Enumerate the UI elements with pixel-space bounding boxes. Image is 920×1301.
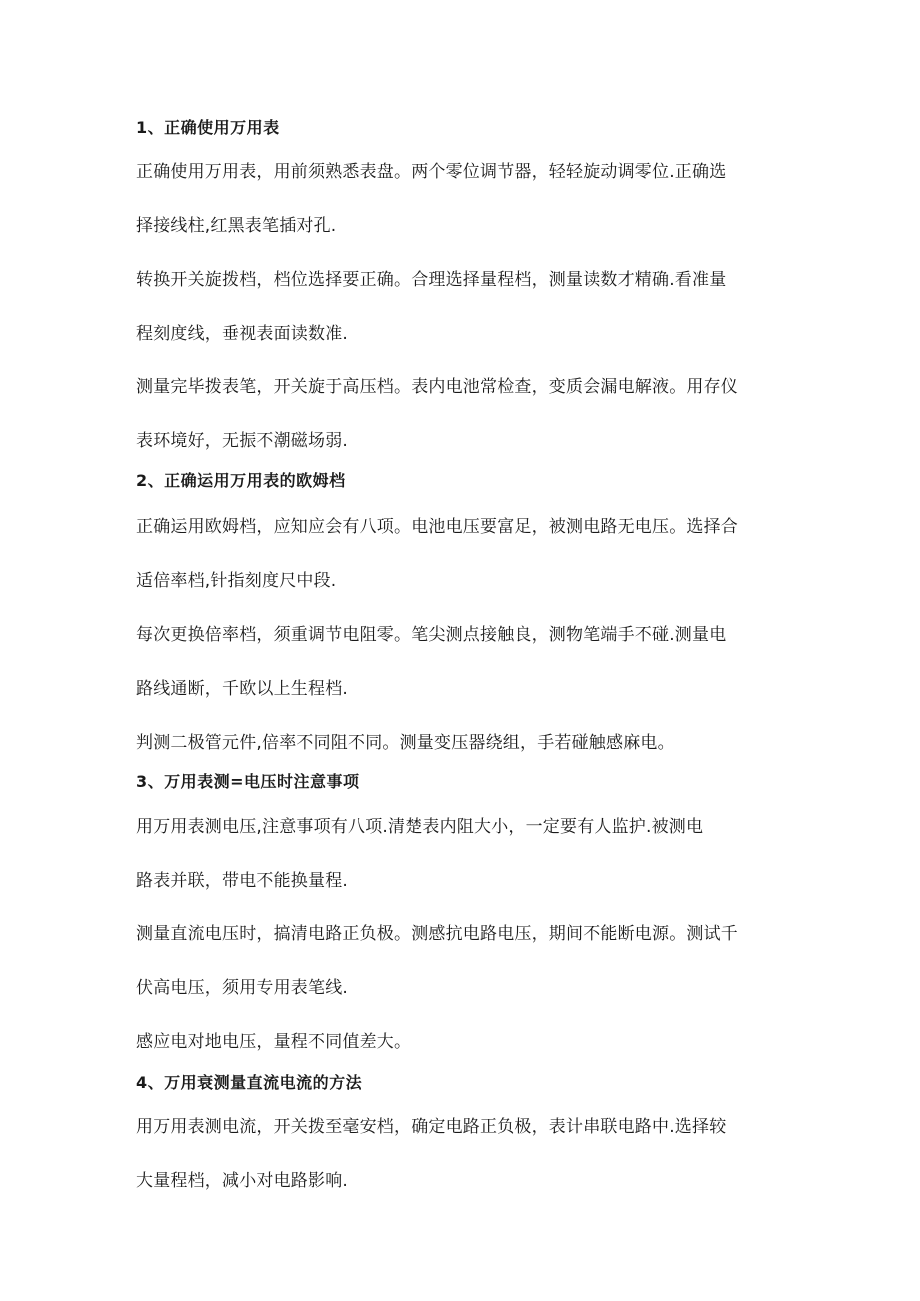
section-1-para-3-line-2: 表环境好，无振不潮磁场弱. xyxy=(136,431,349,451)
section-4-para-1-line-1: 用万用表测电流，开关拨至毫安档，确定电路正负极，表计串联电路中.选择较 xyxy=(136,1117,727,1137)
section-2-para-2-line-2: 路线通断，千欧以上生程档. xyxy=(136,679,349,699)
section-4-heading: 4、万用衰测量直流电流的方法 xyxy=(136,1073,363,1092)
section-3-para-3-line-1: 感应电对地电压，量程不同值差大。 xyxy=(136,1032,412,1052)
section-4-para-1-line-2: 大量程档，减小对电路影响. xyxy=(136,1171,349,1191)
section-2-para-1-line-1: 正确运用欧姆档，应知应会有八项。电池电压要富足，被测电路无电压。选择合 xyxy=(136,517,738,537)
section-2-para-3-line-1: 判测二极管元件,倍率不同阻不同。测量变压器绕组，手若碰触感麻电。 xyxy=(136,733,675,753)
section-1-para-2-line-1: 转换开关旋拨档，档位选择要正确。合理选择量程档，测量读数才精确.看准量 xyxy=(136,270,727,290)
section-1-heading: 1、正确使用万用表 xyxy=(136,118,280,137)
section-1-para-1-line-2: 择接线柱,红黑表笔插对孔. xyxy=(136,216,337,236)
section-2-para-2-line-1: 每次更换倍率档，须重调节电阻零。笔尖测点接触良，测物笔端手不碰.测量电 xyxy=(136,625,727,645)
section-3-para-2-line-2: 伏高电压，须用专用表笔线. xyxy=(136,978,349,998)
section-1-para-3-line-1: 测量完毕拨表笔，开关旋于高压档。表内电池常检查，变质会漏电解液。用存仪 xyxy=(136,377,738,397)
section-2-heading: 2、正确运用万用表的欧姆档 xyxy=(136,471,346,490)
section-3-heading: 3、万用表测=电压时注意事项 xyxy=(136,772,360,791)
section-2-para-1-line-2: 适倍率档,针指刻度尺中段. xyxy=(136,571,337,591)
section-3-para-1-line-1: 用万用表测电压,注意事项有八项.清楚表内阻大小，一定要有人监护.被测电 xyxy=(136,817,704,837)
section-1-para-1-line-1: 正确使用万用表，用前须熟悉表盘。两个零位调节器，轻轻旋动调零位.正确选 xyxy=(136,162,727,182)
section-1-para-2-line-2: 程刻度线，垂视表面读数准. xyxy=(136,324,349,344)
section-3-para-2-line-1: 测量直流电压时，搞清电路正负极。测感抗电路电压，期间不能断电源。测试千 xyxy=(136,924,738,944)
section-3-para-1-line-2: 路表并联，带电不能换量程. xyxy=(136,871,349,891)
